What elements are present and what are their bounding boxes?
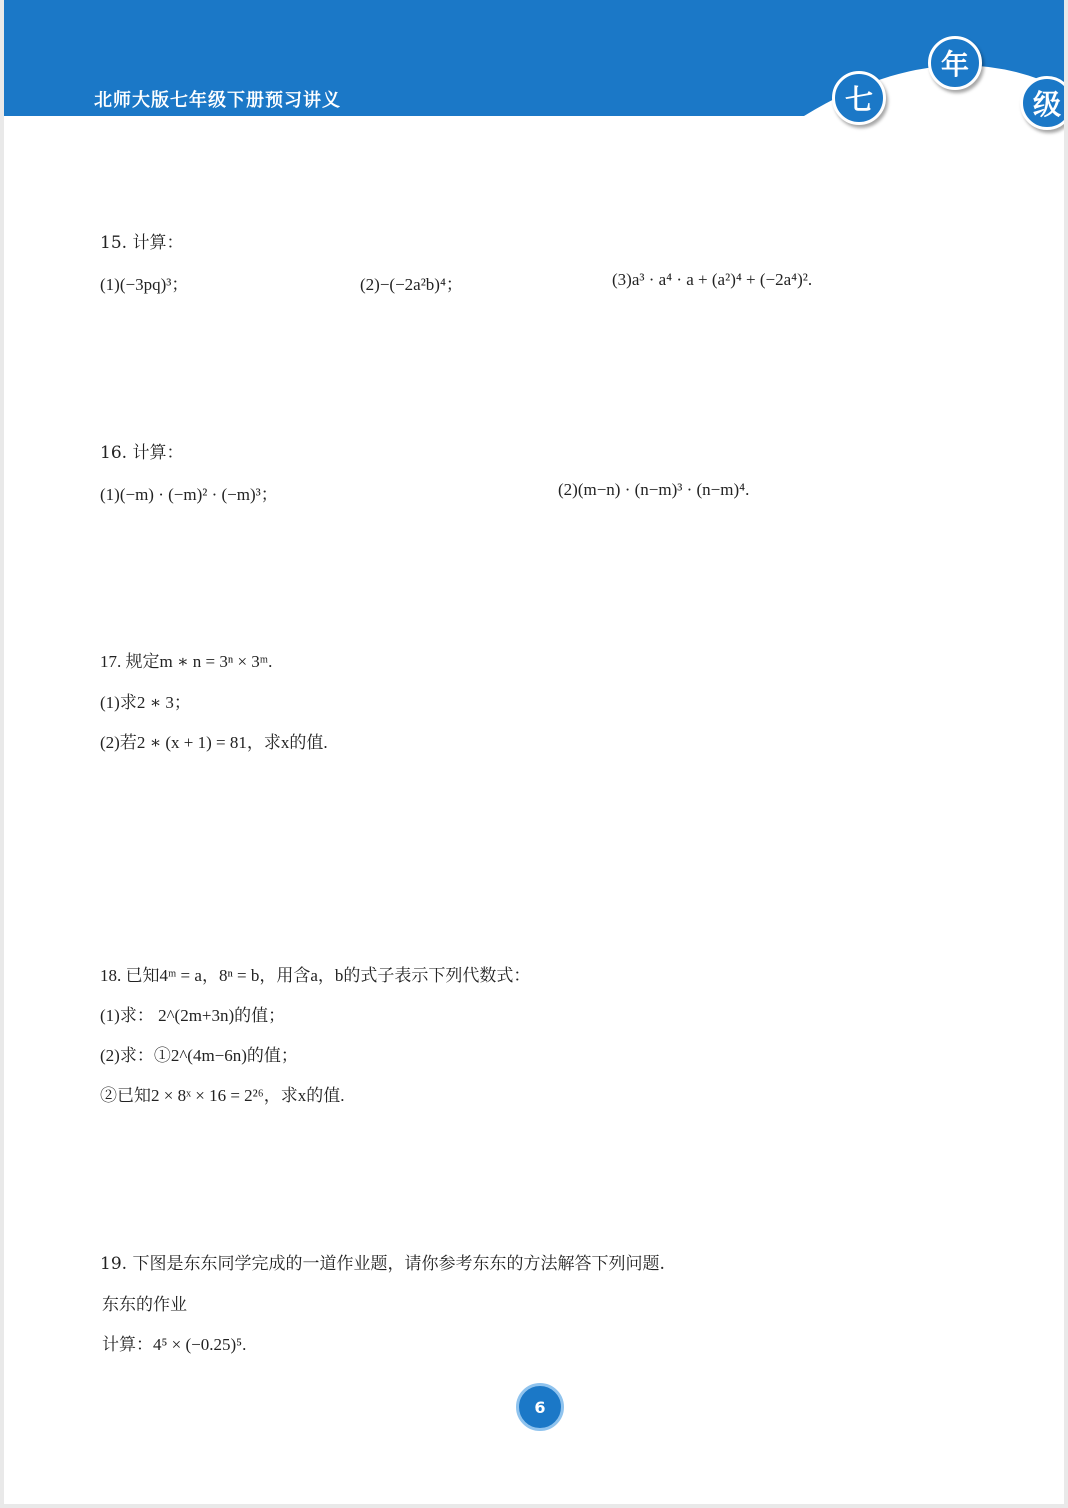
q17-part2: (2)若2 ∗ (x + 1) = 81，求x的值. (100, 733, 328, 752)
q19-part1: 东东的作业 (102, 1295, 187, 1315)
q16-title: 16. 计算： (100, 443, 184, 463)
q15-part1: (1)(−3pq)³； (100, 275, 189, 294)
worksheet-page (4, 0, 1064, 1504)
header-title: 北师大版七年级下册预习讲义 (94, 90, 341, 111)
q15-title: 15. 计算： (100, 233, 184, 253)
q18-part3: ②已知2 × 8ˣ × 16 = 2²⁶，求x的值. (100, 1086, 345, 1105)
q18-part1: (1)求： 2^(2m+3n)的值； (100, 1006, 286, 1025)
q16-part2: (2)(m−n) · (n−m)³ · (n−m)⁴. (558, 480, 750, 499)
q18-part2: (2)求：①2^(4m−6n)的值； (100, 1046, 298, 1065)
q19-title: 19. 下图是东东同学完成的一道作业题，请你参考东东的方法解答下列问题. (100, 1254, 665, 1274)
grade-badge-nian: 年 (928, 36, 982, 90)
page-number: 6 (516, 1383, 564, 1431)
q17-part1: (1)求2 ∗ 3； (100, 693, 191, 712)
header-arc (4, 0, 1064, 140)
q16-part1: (1)(−m) · (−m)² · (−m)³； (100, 485, 278, 504)
q18-title: 18. 已知4ᵐ = a，8ⁿ = b，用含a，b的式子表示下列代数式： (100, 966, 531, 985)
q17-title: 17. 规定m ∗ n = 3ⁿ × 3ᵐ. (100, 652, 273, 671)
q15-part3: (3)a³ · a⁴ · a + (a²)⁴ + (−2a⁴)². (612, 270, 813, 289)
grade-badge-ji: 级 (1020, 76, 1064, 130)
q19-part2: 计算：4⁵ × (−0.25)⁵. (102, 1335, 247, 1354)
q15-part2: (2)−(−2a²b)⁴； (360, 275, 463, 294)
grade-badge-qi: 七 (832, 71, 886, 125)
